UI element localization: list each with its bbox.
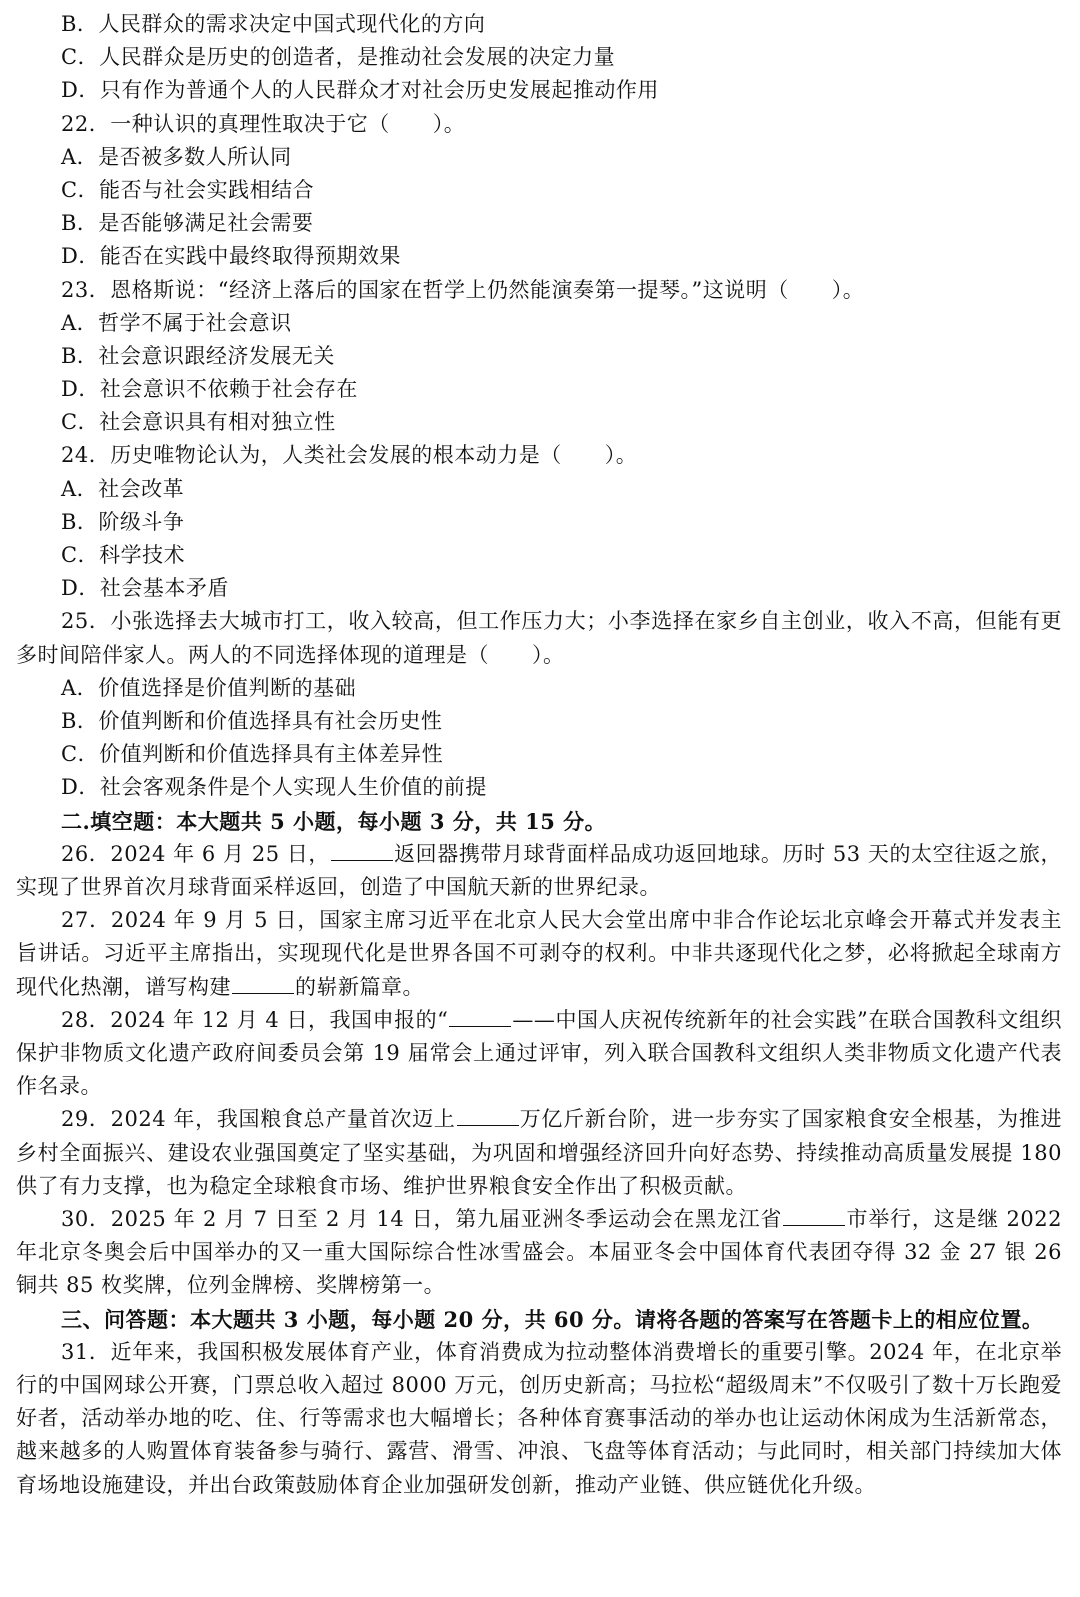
q23-option-a: A．哲学不属于社会意识 <box>61 310 292 335</box>
q25-option-b: B．价值判断和价值选择具有社会历史性 <box>61 708 443 733</box>
q21-option-c: C．人民群众是历史的创造者，是推动社会发展的决定力量 <box>61 45 616 70</box>
q30-text-before: 30．2025 年 2 月 7 日至 2 月 14 日，第九届亚洲冬季运动会在黑龙江省 <box>61 1206 783 1231</box>
q27-text-after: 的崭新篇章。 <box>295 974 424 999</box>
section2-heading: 二.填空题：本大题共 5 小题，每小题 3 分，共 15 分。 <box>61 808 607 834</box>
q29-answer-blank <box>457 1103 519 1126</box>
q30-answer-blank <box>783 1203 845 1226</box>
q22-option-b: B．是否能够满足社会需要 <box>61 211 314 236</box>
q28-text-before: 28．2024 年 12 月 4 日，我国申报的“ <box>61 1007 449 1032</box>
q29-text-after: 万亿斤新台阶，进一步夯实了国家粮食安全根基，为推进乡村全面振兴、建设农业强国奠定了坚实基础，为巩固和增强经济回升向好态势、持续推动高质量发展提 180 供了有力支撑，也为稳定全球粮食市场、维护世界粮食安全作出了积极贡献。 <box>16 1107 1063 1198</box>
q23-option-b: B．社会意识跟经济发展无关 <box>61 343 335 368</box>
q27-answer-blank <box>232 971 294 994</box>
q26-text-after: 返回器携带月球背面样品成功返回地球。历时 53 天的太空往返之旅，实现了世界首次月球背面采样返回，创造了中国航天新的世界纪录。 <box>16 841 1063 899</box>
q26-text-before: 26．2024 年 6 月 25 日， <box>61 841 330 866</box>
q21-option-d: D．只有作为普通个人的人民群众才对社会历史发展起推动作用 <box>61 78 659 103</box>
q21-option-b: B．人民群众的需求决定中国式现代化的方向 <box>61 12 486 36</box>
section3-heading: 三、问答题：本大题共 3 小题，每小题 20 分，共 60 分。请将各题的答案写在答题卡上的相应位置。 <box>61 1306 1044 1332</box>
q31-text: 31．近年来，我国积极发展体育产业，体育消费成为拉动整体消费增长的重要引擎。2024 年，在北京举行的中国网球公开赛，门票总收入超过 8000 万元，创历史新高；马拉松“超级周末”不仅吸引了数十万长跑爱好者，活动举办地的吃、住、行等需求也大幅增长；各种体育赛事活动的举办也让运动休闲成为生活新常态，越来越多的人购置体育装备参与骑行、露营、滑雪、冲浪、飞盘等体育活动；与此同时，相关部门持续加大体育场地设施建设，并出台政策鼓励体育企业加强研发创新，推动产业链、供应链优化升级。 <box>16 1339 1062 1497</box>
q27-text-before: 27．2024 年 9 月 5 日，国家主席习近平在北京人民大会堂出席中非合作论坛北京峰会开幕式并发表主旨讲话。习近平主席指出，实现现代化是世界各国不可剥夺的权利。中非共逐现代化之梦，必将掀起全球南方现代化热潮，谱写构建 <box>16 908 1062 999</box>
q25-option-a: A．价值选择是价值判断的基础 <box>61 675 357 700</box>
q24-stem: 24．历史唯物论认为，人类社会发展的根本动力是（ ）。 <box>61 443 638 468</box>
q25-option-d: D．社会客观条件是个人实现人生价值的前提 <box>61 775 487 800</box>
exam-page <box>16 8 1062 1502</box>
q29 <box>16 1103 1062 1203</box>
q22-option-d: D．能否在实践中最终取得预期效果 <box>61 244 401 269</box>
q22-option-a: A．是否被多数人所认同 <box>61 144 292 169</box>
q30 <box>16 1203 1062 1303</box>
q22-option-c: C．能否与社会实践相结合 <box>61 177 315 202</box>
q24-option-d: D．社会基本矛盾 <box>61 576 229 601</box>
q25-option-c: C．价值判断和价值选择具有主体差异性 <box>61 742 444 767</box>
q30-text-after: 市举行，这是继 2022 年北京冬奥会后中国举办的又一重大国际综合性冰雪盛会。本届亚冬会中国体育代表团夺得 32 金 27 银 26 铜共 85 枚奖牌，位列金牌榜、奖牌榜第一。 <box>16 1206 1062 1298</box>
q23-option-d: D．社会意识不依赖于社会存在 <box>61 377 358 402</box>
q25-stem: 25．小张选择去大城市打工，收入较高，但工作压力大；小李选择在家乡自主创业，收入不高，但能有更多时间陪伴家人。两人的不同选择体现的道理是（ ）。 <box>16 609 1062 667</box>
q27 <box>16 904 1062 1004</box>
q24-option-c: C．科学技术 <box>61 543 186 567</box>
q22-stem: 22．一种认识的真理性取决于它（ ）。 <box>61 111 466 136</box>
q23-stem: 23．恩格斯说：“经济上落后的国家在哲学上仍然能演奏第一提琴。”这说明（ ）。 <box>61 277 865 302</box>
q26 <box>16 838 1062 904</box>
q24-option-b: B．阶级斗争 <box>61 509 185 534</box>
q28 <box>16 1004 1062 1104</box>
q28-text-after: ——中国人庆祝传统新年的社会实践”在联合国教科文组织保护非物质文化遗产政府间委员会第 19 届常会上通过评审，列入联合国教科文组织人类非物质文化遗产代表作名录。 <box>16 1007 1062 1099</box>
q29-text-before: 29．2024 年，我国粮食总产量首次迈上 <box>61 1107 456 1132</box>
q24-option-a: A．社会改革 <box>61 476 185 501</box>
q23-option-c: C．社会意识具有相对独立性 <box>61 410 336 435</box>
q26-answer-blank <box>331 838 393 861</box>
q28-answer-blank <box>449 1004 511 1027</box>
